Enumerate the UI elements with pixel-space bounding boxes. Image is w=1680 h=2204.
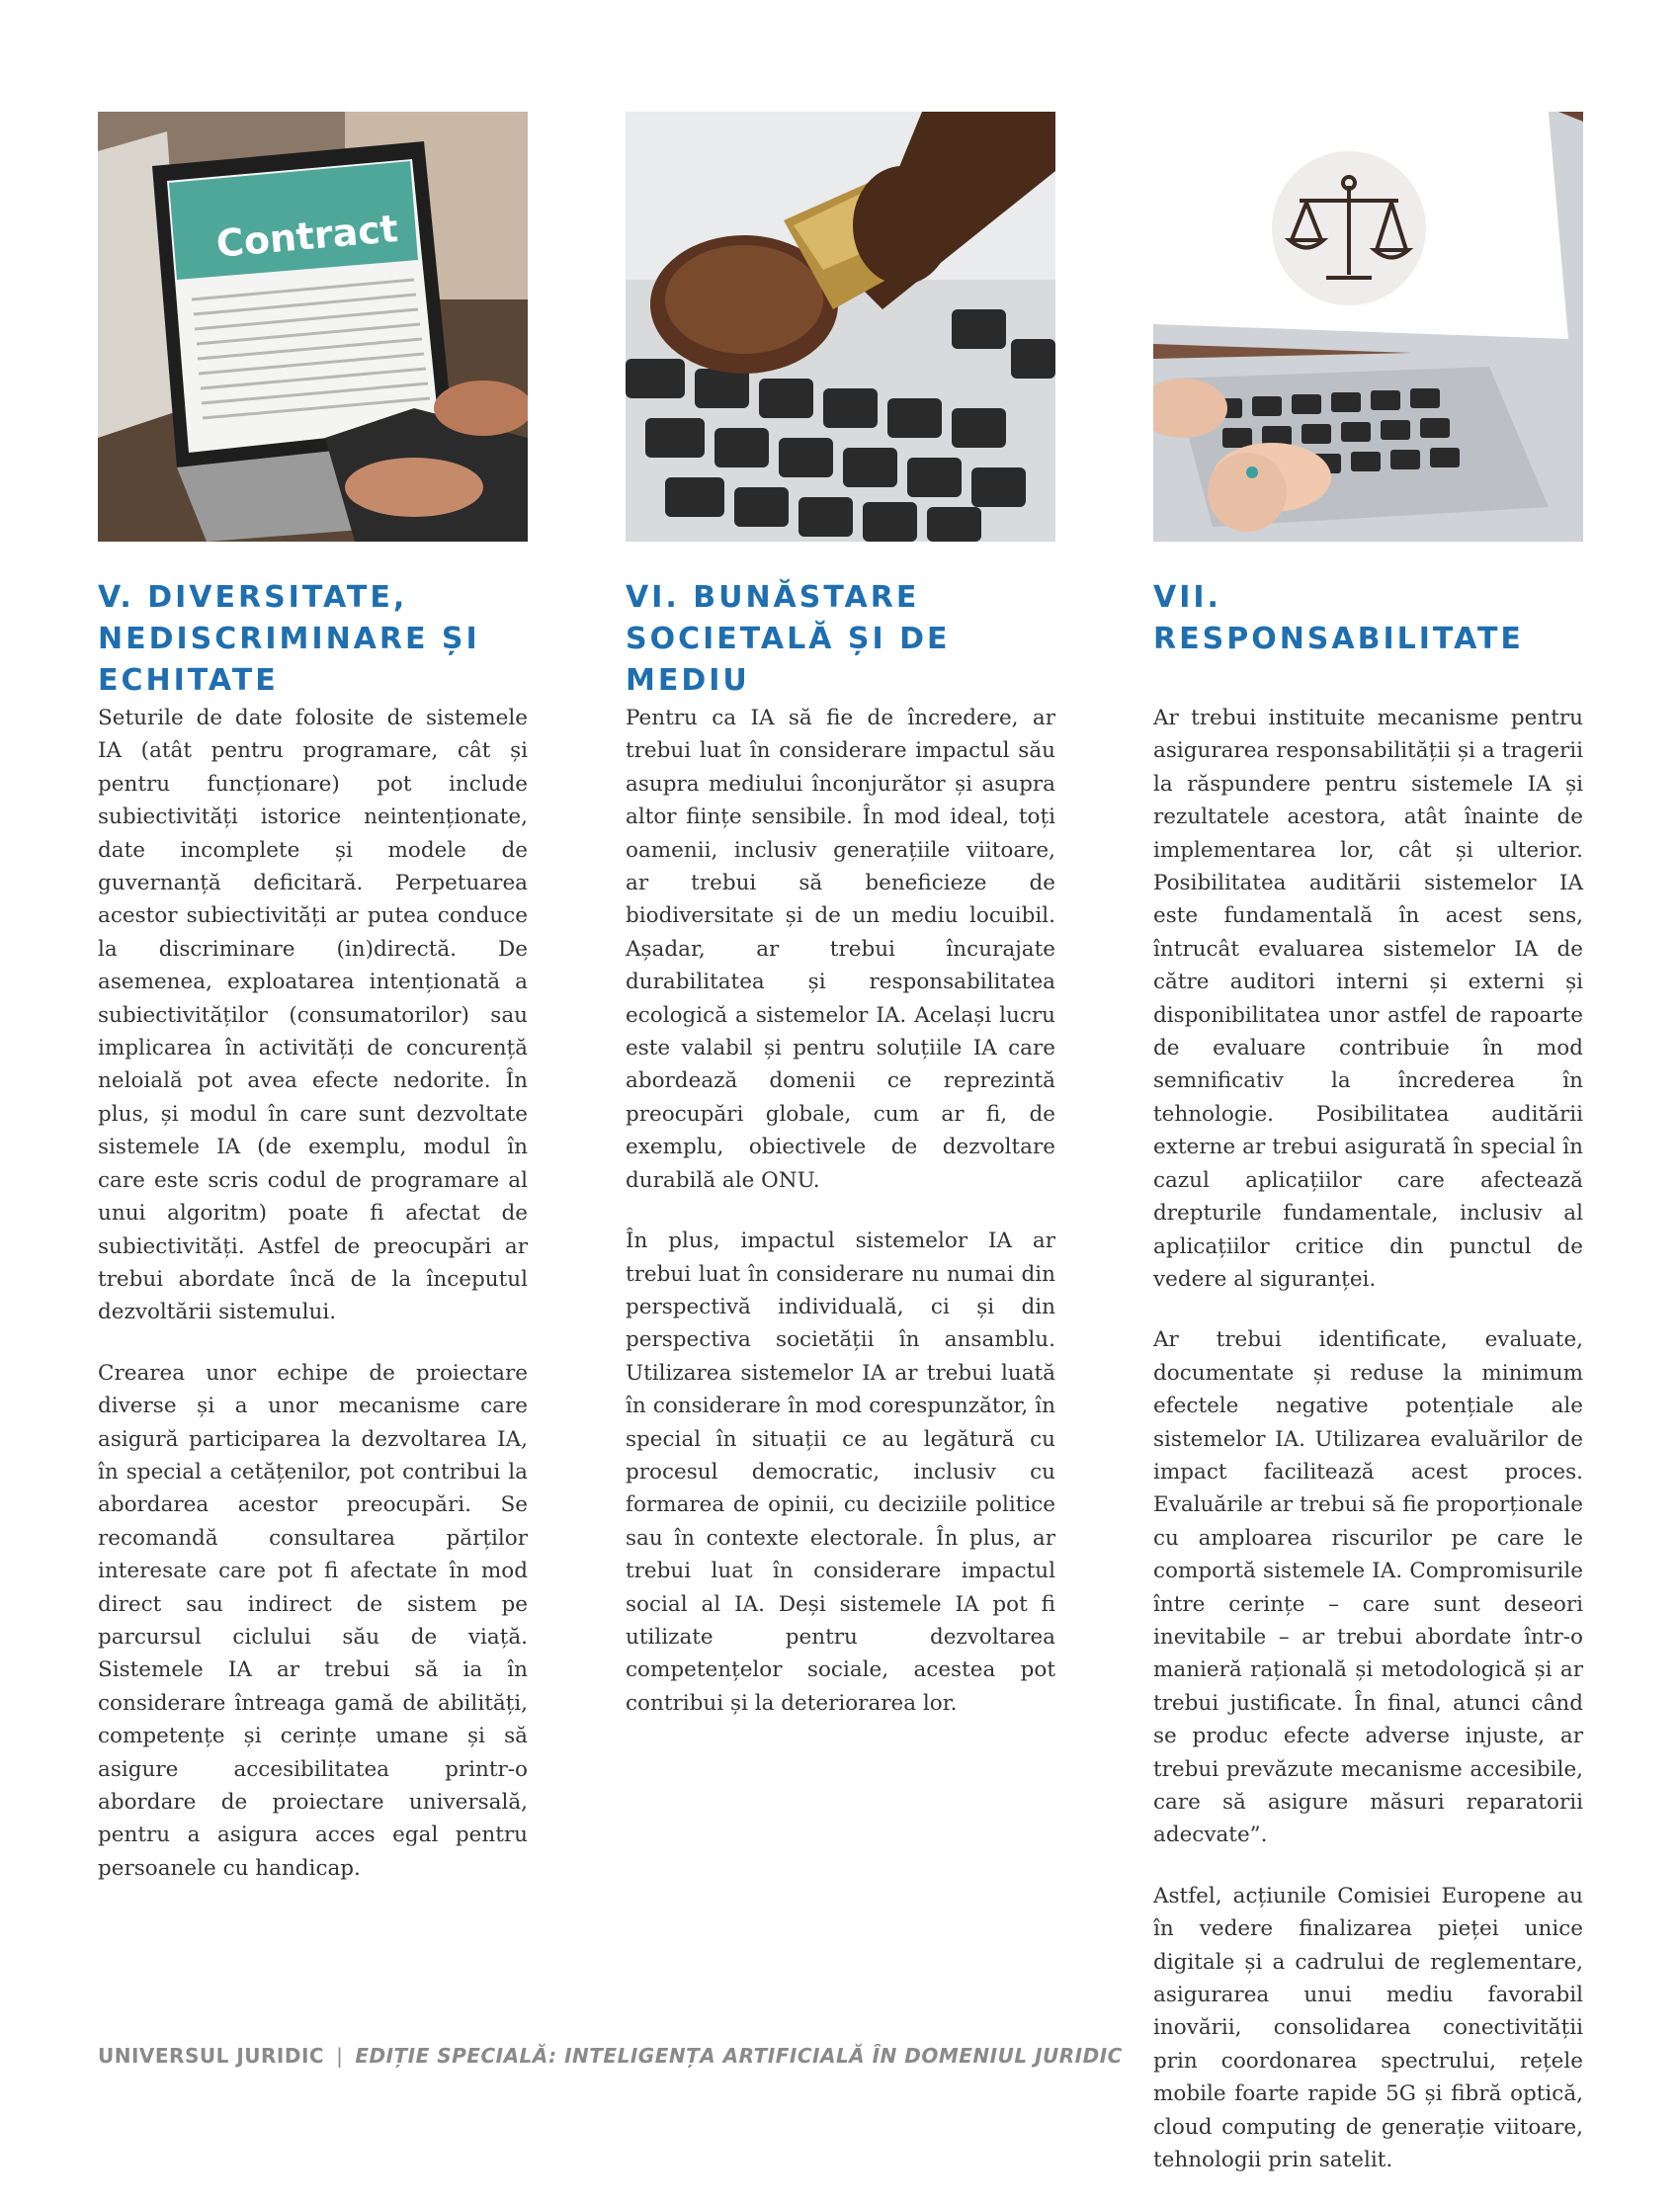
paragraph: În plus, impactul sistemelor IA ar trebui luat în considerare nu numai din perspectivă individuală, ci și din perspectiva societății în ansamblu. Utilizarea sistemelor IA ar trebui luată în considerare în mod corespunzător, în special în situații ce au legătură cu procesul democratic, inclusiv cu formarea de opinii, cu deciziile politice sau în contexte electorale. În plus, ar trebui luat în considerare impactul social al IA. Deși sistemele IA pot fi utilizate pentru dezvoltarea competențelor sociale, acestea pot contribui și la deteriorarea lor. — [626, 1229, 1055, 1716]
page-footer — [98, 2044, 1123, 2068]
paragraph: Ar trebui instituite mecanisme pentru asigurarea responsabilității și a tragerii la răspundere pentru sistemele IA și rezultatele acestora, atât înainte de implementarea lor, cât și ulterior. Posibilitatea auditării sistemelor IA este fundamentală în acest sens, întrucât evaluarea sistemelor IA de către auditori interni și externi și disponibilitatea unor astfel de rapoarte de evaluare contribuie în mod semnificativ la încrederea în tehnologie. Posibilitatea auditării externe ar trebui asigurată în special în cazul aplicațiilor care afectează drepturile fundamentale, inclusiv al aplicațiilor critice din punctul de vedere al siguranței. — [1153, 706, 1583, 1292]
column-accountability — [1153, 112, 1583, 2204]
paragraph: Pentru ca IA să fie de încredere, ar trebui luat în considerare impactul său asupra mediului înconjurător și asupra altor ființe sensibile. În mod ideal, toți oamenii, inclusiv generațiile viitoare, ar trebui să beneficieze de biodiversitate și de un mediu locuibil. Așadar, ar trebui încurajate durabilitatea și responsabilitatea ecologică a sistemelor IA. Același lucru este valabil și pentru soluțiile IA care abordează domenii ce reprezintă preocupări globale, cum ar fi, de exemplu, obiectivele de dezvoltare durabilă ale ONU. — [626, 706, 1055, 1193]
footer-separator: | — [336, 2044, 344, 2068]
gavel-keyboard-photo — [626, 112, 1055, 542]
publication-name: UNIVERSUL JURIDIC — [98, 2044, 325, 2068]
paragraph: Ar trebui identificate, evaluate, documentate și reduse la minimum efectele negative potențiale ale sistemelor IA. Utilizarea evaluărilor de impact facilitează acest proces. Evaluările ar trebui să fie proporționale cu amploarea riscurilor pe care le comportă sistemele IA. Compromisurile între cerințe – care sunt deseori inevitabile – ar trebui abordate într-o manieră rațională și metodologică și ar trebui justificate. În final, atunci când se produc efecte adverse injuste, ar trebui prevăzute mecanisme accesibile, care să asigure măsuri reparatorii adecvate”. — [1153, 1327, 1583, 1848]
section-heading: V. DIVERSITATE, NEDISCRIMINARE ȘI ECHITATE — [98, 580, 480, 698]
paragraph: Crearea unor echipe de proiectare diverse și a unor mecanisme care asigură participarea la dezvoltarea IA, în special a cetățenilor, pot contribui la abordarea acestor preocupări. Se recomandă consultarea părților interesate care pot fi afectate în mod direct sau indirect de sistem pe parcursul ciclului său de viață. Sistemele IA ar trebui să ia în considerare întreaga gamă de abilități, competențe și cerințe umane și să asigure accesibilitatea printr-o abordare de proiectare universală, pentru a asigura acces egal pentru persoanele cu handicap. — [98, 1360, 528, 1881]
laptop-contract-photo — [98, 112, 528, 542]
section-heading: VII. RESPONSABILITATE — [1153, 580, 1524, 656]
section-heading: VI. BUNĂSTARE SOCIETALĂ ȘI DE MEDIU — [626, 580, 951, 698]
column-wellbeing — [626, 112, 1055, 1747]
contract-screen-title: Contract — [214, 207, 400, 266]
column-diversity — [98, 112, 528, 1912]
laptop-scales-photo — [1153, 112, 1583, 542]
edition-title: EDIȚIE SPECIALĂ: INTELIGENȚA ARTIFICIALĂ ÎN DOMENIUL JURIDIC — [355, 2044, 1123, 2068]
paragraph: Seturile de date folosite de sistemele IA (atât pentru programare, cât și pentru funcționare) pot include subiectivități istorice neintenționate, date incomplete și modele de guvernanță deficitară. Perpetuarea acestor subiectivități ar putea conduce la discriminare (in)directă. De asemenea, exploatarea intenționată a subiectivităților (consumatorilor) sau implicarea în activități de concurență neloială pot avea efecte nedorite. În plus, și modul în care sunt dezvoltate sistemele IA (de exemplu, modul în care este scris codul de programare al unui algoritm) poate fi afectat de subiectivități. Astfel de preocupări ar trebui abordate încă de la începutul dezvoltării sistemului. — [98, 706, 528, 1325]
paragraph: Astfel, acțiunile Comisiei Europene au în vedere finalizarea pieței unice digitale și a cadrului de reglementare, asigurarea unui mediu favorabil inovării, consolidarea conectivității prin coordonarea spectrului, rețele mobile foarte rapide 5G și fibră optică, cloud computing de generație viitoare, tehnologii prin satelit. — [1153, 1883, 1583, 2173]
